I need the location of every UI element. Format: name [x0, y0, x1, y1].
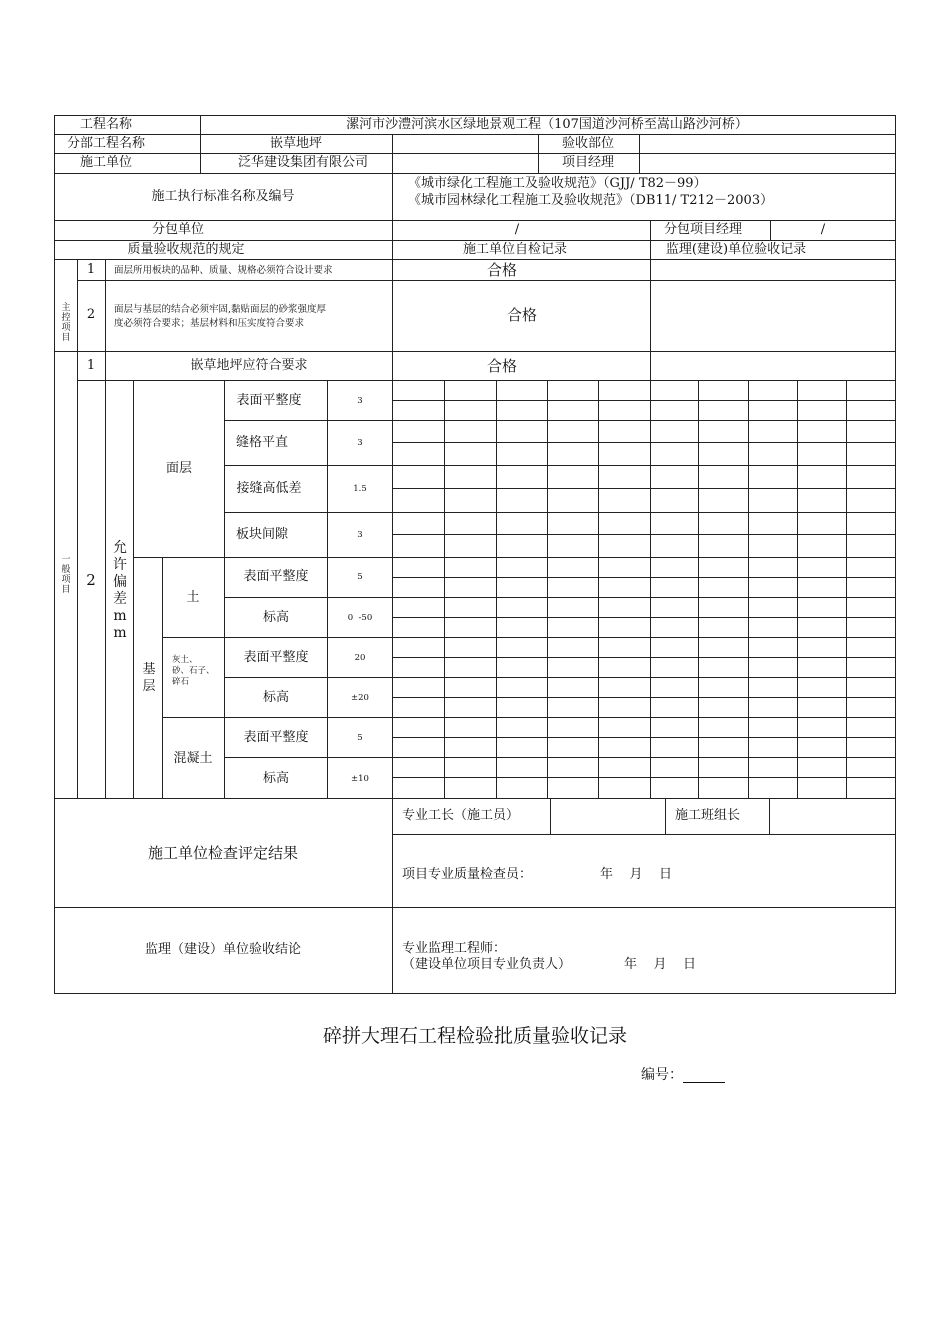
lime-label-line-1: 灰土、	[172, 655, 198, 665]
grid-row-line	[392, 400, 896, 401]
main-item-2-no: 2	[86, 307, 96, 322]
standard-label: 施工执行标准名称及编号	[151, 189, 295, 204]
general-item-2-no: 2	[86, 571, 96, 589]
supervision-conclusion-label: 监理（建设）单位验收结论	[144, 942, 302, 957]
grid-row-line	[392, 777, 896, 778]
supervisor-label-line-2: （建设单位项目专业负责人）	[402, 957, 572, 972]
grid-row-line	[392, 617, 896, 618]
record-number-blank	[683, 1068, 725, 1083]
tolerance-row-name: 表面平整度	[243, 730, 309, 745]
inspection-date: 年 月 日	[600, 867, 673, 882]
sub-project-value: 嵌草地坪	[269, 136, 323, 151]
main-item-2-result: 合格	[506, 306, 538, 324]
tolerance-row-name: 标高	[262, 610, 290, 625]
main-control-label: 主控项目	[61, 303, 71, 343]
tolerance-row-value: ±20	[351, 693, 369, 703]
grid-row-line	[392, 677, 896, 678]
construction-unit-label: 施工单位	[79, 155, 133, 170]
team-leader-label: 施工班组长	[675, 808, 741, 823]
grid-row-line	[392, 442, 896, 443]
concrete-label: 混凝土	[173, 751, 213, 766]
main-item-2-text-line-2: 度必须符合要求；基层材料和压实度符合要求	[114, 318, 305, 329]
main-item-2-text-line-1: 面层与基层的结合必须牢固,黏贴面层的砂浆强度厚	[114, 304, 327, 315]
project-manager-label: 项目经理	[561, 155, 615, 170]
grid-row-line	[392, 597, 896, 598]
project-name-label: 工程名称	[79, 117, 133, 132]
tolerance-row-value: 5	[357, 572, 363, 582]
tolerance-row-value: ±10	[351, 774, 369, 784]
general-label: 一般项目	[61, 555, 71, 595]
grid-row-line	[392, 420, 896, 421]
grid-row-line	[392, 697, 896, 698]
grid-row-line	[392, 737, 896, 738]
acceptance-part-label: 验收部位	[561, 136, 615, 151]
tolerance-label: 允许偏差mm	[113, 540, 127, 641]
lime-label-line-2: 砂、石子、	[172, 666, 215, 676]
tolerance-row-name: 板块间隙	[235, 527, 289, 542]
tolerance-row-name: 标高	[262, 771, 290, 786]
tolerance-row-value: 5	[357, 733, 363, 743]
grid-row-line	[392, 637, 896, 638]
surface-layer-label: 面层	[165, 461, 193, 476]
main-item-1-text: 面层所用板块的品种、质量、规格必须符合设计要求	[114, 265, 333, 276]
tolerance-row-name: 表面平整度	[236, 393, 302, 408]
tolerance-row-name: 接缝高低差	[236, 481, 302, 496]
soil-label: 土	[186, 590, 200, 605]
general-item-1-no: 1	[86, 358, 96, 373]
general-item-1-result: 合格	[486, 357, 518, 375]
subcontract-value: /	[514, 222, 520, 237]
tolerance-row-value: 3	[357, 438, 363, 448]
grid-row-line	[392, 488, 896, 489]
tolerance-row-value: 3	[357, 396, 363, 406]
sub-project-label: 分部工程名称	[66, 136, 146, 151]
main-item-1-no: 1	[86, 262, 96, 277]
subcontract-pm-value: /	[820, 222, 826, 237]
lime-label-line-3: 碎石	[172, 677, 190, 687]
grid-row-line	[392, 757, 896, 758]
page-title: 碎拼大理石工程检验批质量验收记录	[322, 1025, 628, 1047]
spec-column-header: 质量验收规范的规定	[127, 242, 245, 257]
grid-row-line	[392, 557, 896, 558]
tolerance-row-name: 标高	[262, 690, 290, 705]
inspector-label: 项目专业质量检查员：	[402, 867, 533, 882]
base-layer-label: 基层	[142, 662, 156, 694]
tolerance-row-value: 0 -50	[347, 613, 373, 623]
construction-unit-value: 泛华建设集团有限公司	[238, 155, 369, 170]
grid-row-line	[392, 534, 896, 535]
foreman-label: 专业工长（施工员）	[402, 808, 520, 823]
grid-row-line	[392, 512, 896, 513]
standard-line-1: 《城市绿化工程施工及验收规范》（GJJ/ T82－99）	[408, 176, 707, 191]
grid-row-line	[392, 577, 896, 578]
subcontract-pm-label: 分包项目经理	[663, 222, 743, 237]
supervisor-label-line-1: 专业监理工程师：	[402, 941, 507, 956]
project-name-value: 漯河市沙澧河滨水区绿地景观工程（107国道沙河桥至嵩山路沙河桥）	[346, 117, 748, 132]
record-number-label: 编号：	[641, 1067, 683, 1083]
construction-eval-label: 施工单位检查评定结果	[147, 844, 299, 862]
tolerance-row-value: 3	[357, 530, 363, 540]
tolerance-row-name: 表面平整度	[243, 569, 309, 584]
tolerance-row-value: 20	[354, 653, 366, 663]
self-check-column-header: 施工单位自检记录	[462, 242, 568, 257]
grid-row-line	[392, 717, 896, 718]
tolerance-row-name: 缝格平直	[235, 435, 289, 450]
grid-row-line	[392, 465, 896, 466]
general-item-1-text: 嵌草地坪应符合要求	[190, 358, 308, 373]
subcontract-label: 分包单位	[151, 222, 205, 237]
supervision-column-header: 监理(建设)单位验收记录	[665, 242, 807, 257]
tolerance-row-value: 1.5	[353, 484, 367, 494]
tolerance-row-name: 表面平整度	[243, 650, 309, 665]
grid-row-line	[392, 657, 896, 658]
main-item-1-result: 合格	[486, 261, 518, 279]
supervision-date: 年 月 日	[624, 957, 697, 972]
record-number	[641, 1067, 725, 1083]
standard-line-2: 《城市园林绿化工程施工及验收规范》（DB11/ T212－2003）	[408, 193, 774, 208]
